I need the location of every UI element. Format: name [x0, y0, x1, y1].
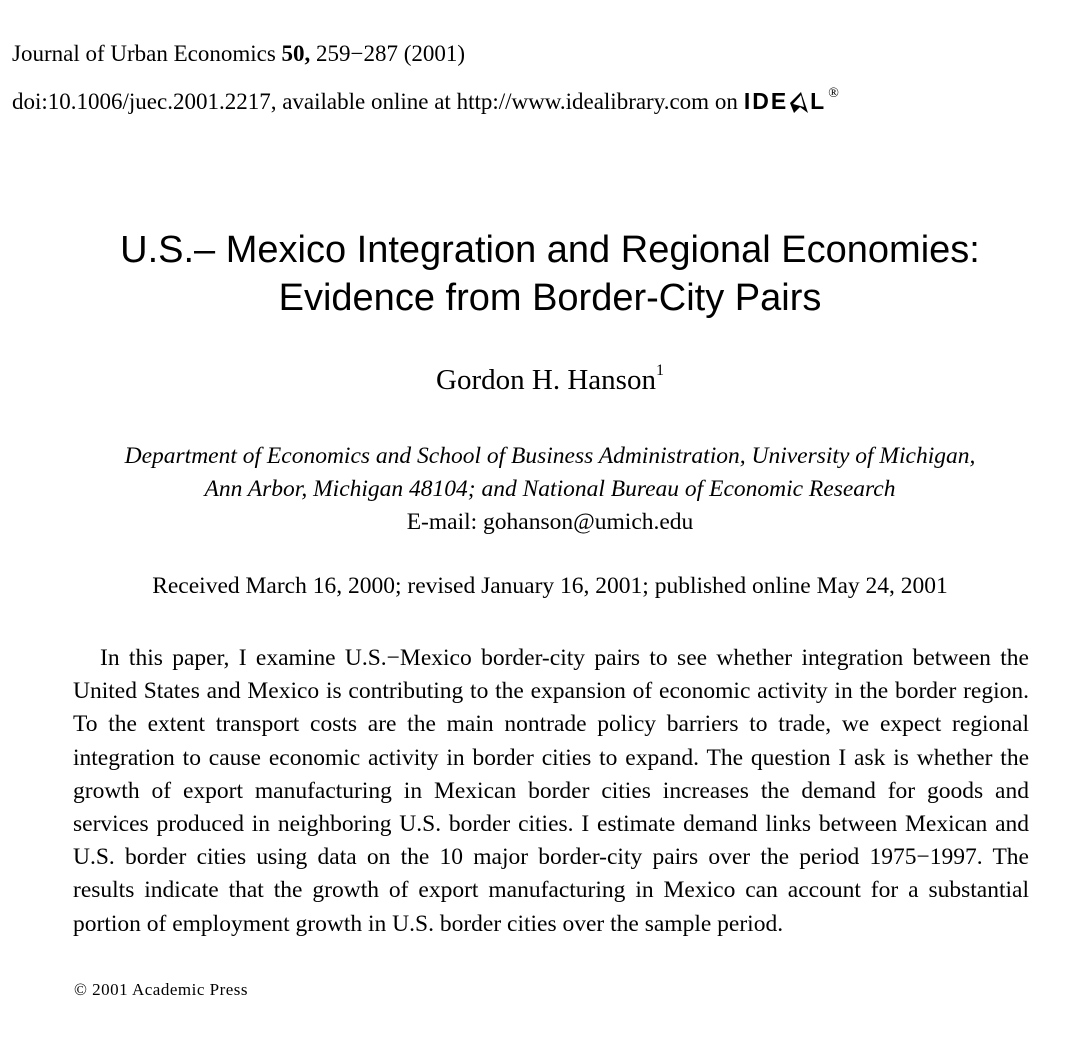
- citation-line: [12, 34, 839, 74]
- volume-number: 50,: [281, 41, 311, 66]
- pages-year: 259−287 (2001): [316, 41, 466, 66]
- abstract: In this paper, I examine U.S.−Mexico border-city pairs to see whether integration between the United States and Mexico is contributing to the expansion of economic activity in the border region. To the extent transport costs are the main nontrade policy barriers to trade, we expect regional integration to cause economic activity in border cities to expand. The question I ask is whether the growth of export manufacturing in Mexican border cities increases the demand for goods and services produced in neighboring U.S. border cities. I estimate demand links between Mexican and U.S. border cities using data on the 10 major border-city pairs over the period 1975−1997. The results indicate that the growth of export manufacturing in Mexico can account for a substantial portion of employment growth in U.S. border cities over the sample period.: [73, 645, 1029, 937]
- author: [0, 362, 1066, 397]
- doi-text: doi:10.1006/juec.2001.2217, available online at http://www.idealibrary.com on: [12, 89, 738, 114]
- logo-text-left: IDE: [743, 88, 789, 114]
- copyright-notice: © 2001 Academic Press: [74, 980, 249, 999]
- affiliation: [0, 440, 1066, 539]
- title-line-1: U.S.– Mexico Integration and Regional Economies:: [120, 229, 980, 271]
- journal-name: Journal of Urban Economics: [12, 41, 276, 66]
- author-footnote-marker: 1: [655, 362, 664, 379]
- arrow-logo-icon: [788, 89, 810, 115]
- author-email: E-mail: gohanson@umich.edu: [406, 509, 694, 535]
- logo-text-right: L: [810, 88, 827, 114]
- ideal-logo: [744, 74, 839, 122]
- registered-mark: ®: [828, 86, 839, 101]
- title-line-2: Evidence from Border-City Pairs: [278, 277, 822, 319]
- affiliation-line-1: Department of Economics and School of Business Administration, University of Michigan,: [124, 443, 976, 469]
- paper-title: [0, 226, 1066, 322]
- affiliation-line-2: Ann Arbor, Michigan 48104; and National Bureau of Economic Research: [204, 476, 896, 502]
- doi-line: [12, 74, 839, 122]
- author-name: Gordon H. Hanson: [436, 364, 656, 396]
- received-dates: Received March 16, 2000; revised January 16, 2001; published online May 24, 2001: [152, 573, 948, 599]
- journal-header: [12, 34, 839, 122]
